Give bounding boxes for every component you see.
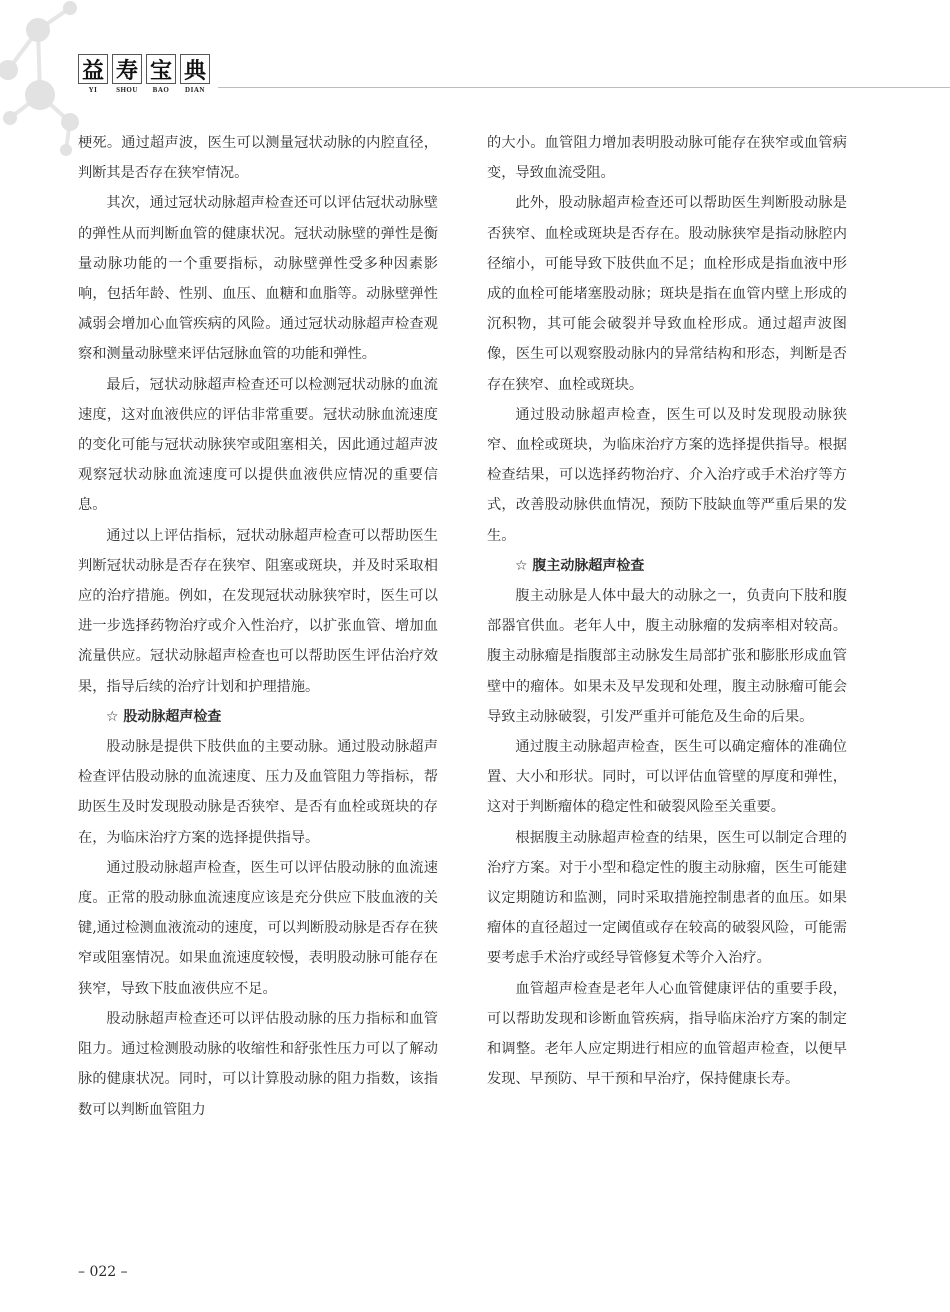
paragraph: 根据腹主动脉超声检查的结果，医生可以制定合理的治疗方案。对于小型和稳定性的腹主动脉瘤，医生可能建议定期随访和监测，同时采取措施控制患者的血压。如果瘤体的直径超过一定阈值或存在较高的破裂风险，可能需要考虑手术治疗或经导管修复术等介入治疗。 [487,829,847,967]
paragraph: 股动脉超声检查还可以评估股动脉的压力指标和血管阻力。通过检测股动脉的收缩性和舒张性压力可以了解动脉的健康状况。同时，可以计算股动脉的阻力指数，该指数可以判断血管阻力 [78,1010,438,1118]
masthead-title [78,54,210,84]
header-rule [218,87,950,88]
right-column [487,128,847,1095]
left-column [78,128,438,1125]
pinyin-label: DIAN [185,86,205,94]
paragraph: 血管超声检查是老年人心血管健康评估的重要手段，可以帮助发现和诊断血管疾病，指导临床治疗方案的制定和调整。老年人应定期进行相应的血管超声检查，以便早发现、早预防、早干预和早治疗，保持健康长寿。 [487,980,847,1088]
masthead-char: 益 [78,54,108,84]
paragraph: 腹主动脉是人体中最大的动脉之一，负责向下肢和腹部器官供血。老年人中，腹主动脉瘤的发病率相对较高。腹主动脉瘤是指腹部主动脉发生局部扩张和膨胀形成血管壁中的瘤体。如果未及早发现和处理，腹主动脉瘤可能会导致主动脉破裂，引发严重并可能危及生命的后果。 [487,588,847,725]
section-heading: ☆ 腹主动脉超声检查 [515,557,645,574]
section-heading: ☆ 股动脉超声检查 [106,708,222,725]
pinyin-label: SHOU [116,86,138,94]
paragraph: 通过股动脉超声检查，医生可以及时发现股动脉狭窄、血栓或斑块，为临床治疗方案的选择提供指导。根据检查结果，可以选择药物治疗、介入治疗或手术治疗等方式，改善股动脉供血情况，预防下肢缺血等严重后果的发生。 [487,406,847,544]
masthead-char: 寿 [112,54,142,84]
page-number: – 022 – [78,1264,128,1280]
pinyin-label: BAO [152,86,170,94]
paragraph: 通过以上评估指标，冠状动脉超声检查可以帮助医生判断冠状动脉是否存在狭窄、阻塞或斑块，并及时采取相应的治疗措施。例如，在发现冠状动脉狭窄时，医生可以进一步选择药物治疗或介入性治疗，以扩张血管、增加血流量供应。冠状动脉超声检查也可以帮助医生评估治疗效果，指导后续的治疗计划和护理措施。 [78,527,438,695]
masthead-char: 典 [180,54,210,84]
paragraph: 通过腹主动脉超声检查，医生可以确定瘤体的准确位置、大小和形状。同时，可以评估血管壁的厚度和弹性，这对于判断瘤体的稳定性和破裂风险至关重要。 [487,739,847,816]
paragraph: 股动脉是提供下肢供血的主要动脉。通过股动脉超声检查评估股动脉的血流速度、压力及血管阻力等指标，帮助医生及时发现股动脉是否狭窄、是否有血栓或斑块的存在，为临床治疗方案的选择提供指导。 [78,739,438,846]
paragraph: 其次，通过冠状动脉超声检查还可以评估冠状动脉壁的弹性从而判断血管的健康状况。冠状动脉壁的弹性是衡量动脉功能的一个重要指标，动脉壁弹性受多种因素影响，包括年龄、性别、血压、血糖和血脂等。动脉壁弹性减弱会增加心血管疾病的风险。通过冠状动脉超声检查观察和测量动脉壁来评估冠脉血管的功能和弹性。 [78,195,438,363]
paragraph: 最后，冠状动脉超声检查还可以检测冠状动脉的血流速度，这对血液供应的评估非常重要。冠状动脉血流速度的变化可能与冠状动脉狭窄或阻塞相关，因此通过超声波观察冠状动脉血流速度可以提供血液供应情况的重要信息。 [78,376,438,514]
pinyin-label: YI [88,86,98,94]
masthead [78,54,210,94]
paragraph: 梗死。通过超声波，医生可以测量冠状动脉的内腔直径，判断其是否存在狭窄情况。 [78,135,438,182]
paragraph: 通过股动脉超声检查，医生可以评估股动脉的血流速度。正常的股动脉血流速度应该是充分供应下肢血液的关键,通过检测血液流动的速度，可以判断股动脉是否存在狭窄或阻塞情况。如果血流速度较慢，表明股动脉可能存在狭窄，导致下肢血液供应不足。 [78,859,438,997]
paragraph: 此外，股动脉超声检查还可以帮助医生判断股动脉是否狭窄、血栓或斑块是否存在。股动脉狭窄是指动脉腔内径缩小，可能导致下肢供血不足；血栓形成是指血液中形成的血栓可能堵塞股动脉；斑块是指在血管内壁上形成的沉积物，其可能会破裂并导致血栓形成。通过超声波图像，医生可以观察股动脉内的异常结构和形态，判断是否存在狭窄、血栓或斑块。 [487,195,847,393]
paragraph: 的大小。血管阻力增加表明股动脉可能存在狭窄或血管病变，导致血流受阻。 [487,135,847,182]
masthead-char: 宝 [146,54,176,84]
masthead-pinyin [78,86,210,94]
